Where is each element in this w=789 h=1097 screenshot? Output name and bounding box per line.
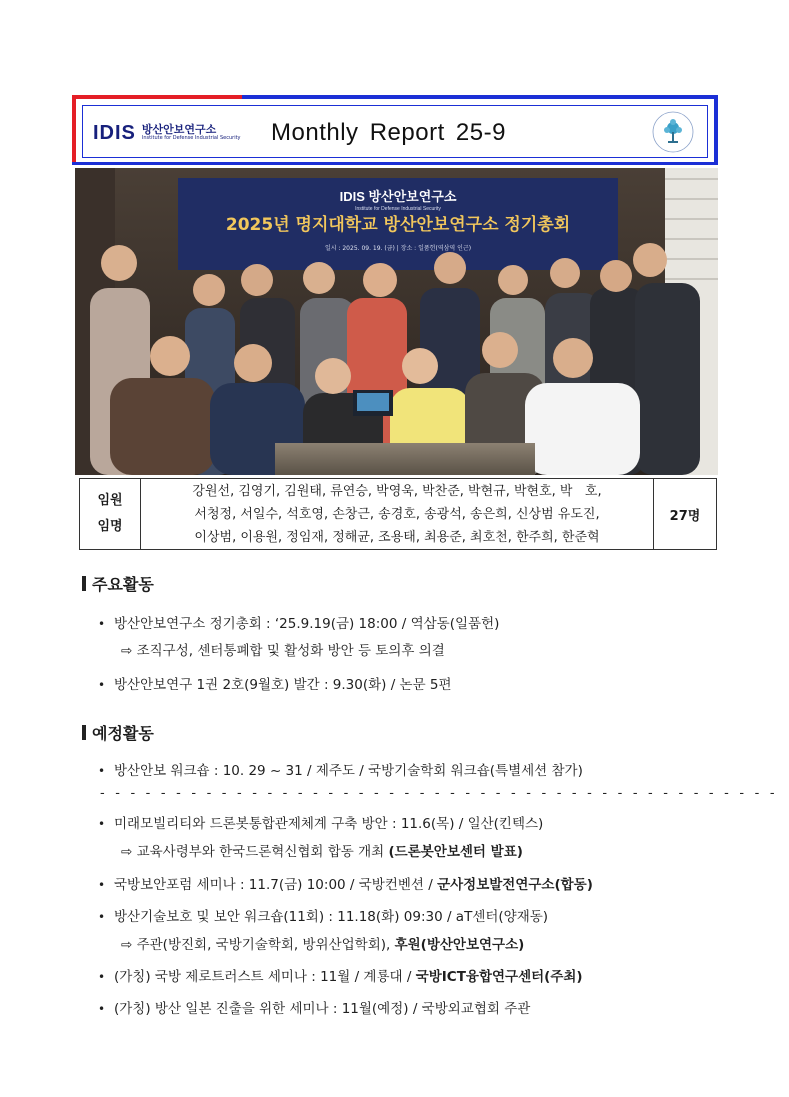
group-photo-illustration	[75, 168, 718, 475]
member-names-line2: 서청정, 서일수, 석호영, 손창근, 송경호, 송광석, 송은희, 신상범 유도진,	[194, 506, 600, 522]
bullet-icon: •	[98, 617, 106, 631]
planned-activity-item-1: • 방산안보 워크숍 : 10. 29 ~ 31 / 제주도 / 국방기술학회 워크숍(특별세션 참가)	[98, 763, 583, 779]
planned-activity-subitem-4: ⇨ 주관(방진회, 국방기술학회, 방위산업학회), 후원(방산안보연구소)	[121, 937, 525, 953]
logo-name-en: Institute for Defense Industrial Security	[141, 135, 241, 142]
member-names-line3: 이상범, 이용원, 정임재, 정해균, 조용태, 최용준, 최호천, 한주희, 한준혁	[194, 529, 600, 545]
report-title: Monthly Report 25-9	[271, 119, 506, 146]
banner-title: 2025년 명지대학교 방산안보연구소 정기총회	[225, 215, 571, 235]
planned-activities-heading	[82, 721, 154, 744]
main-activity-subitem-1: ⇨ 조직구성, 센터통폐합 및 활성화 방안 등 토의후 의결	[121, 643, 445, 659]
bullet-icon: •	[98, 678, 106, 692]
header-left-border	[72, 95, 76, 165]
group-photo	[75, 168, 718, 475]
bullet-icon: •	[98, 878, 106, 892]
member-names-line1: 강원선, 김영기, 김원태, 류연승, 박영욱, 박찬준, 박현규, 박현호, 박 호,	[192, 483, 602, 499]
banner-logo: IDIS 방산안보연구소	[339, 189, 457, 204]
university-emblem-icon	[651, 110, 695, 154]
header-blue-bar	[242, 95, 718, 99]
bullet-icon: •	[98, 910, 106, 924]
section-bar-icon	[82, 576, 86, 591]
logo-name-ko: 방산안보연구소	[141, 123, 217, 137]
planned-activity-item-6: • (가칭) 방산 일본 진출을 위한 세미나 : 11월(예정) / 국방외교협회 주관	[98, 1001, 531, 1017]
planned-activity-item-5: • (가칭) 국방 제로트러스트 세미나 : 11월 / 계룡대 / 국방ICT융합연구센터(주최)	[98, 969, 583, 985]
member-count-cell: 27명	[654, 479, 717, 550]
appointment-label-line2: 임명	[97, 519, 123, 534]
member-appointment-table	[79, 478, 717, 550]
appointment-label-cell	[80, 479, 141, 550]
planned-activity-item-4: • 방산기술보호 및 보안 워크숍(11회) : 11.18(화) 09:30 / aT센터(양재동)	[98, 909, 549, 925]
section-bar-icon	[82, 725, 86, 740]
member-names-cell	[141, 479, 654, 550]
planned-activities-title: 예정활동	[92, 724, 154, 743]
main-activity-item-1: • 방산안보연구소 정기총회 : ‘25.9.19(금) 18:00 / 역삼동(일품헌)	[98, 616, 500, 632]
appointment-label-line1: 임원	[97, 493, 123, 508]
idis-logo	[93, 118, 241, 148]
bullet-icon: •	[98, 764, 106, 778]
header-inner-frame	[82, 105, 708, 158]
header-bottom-border	[72, 162, 718, 165]
banner-subtitle: 일시 : 2025. 09. 19. (금) | 장소 : 일품헌(역삼역 인근)	[324, 245, 472, 252]
bullet-icon: •	[98, 970, 106, 984]
header-right-border	[714, 95, 718, 165]
logo-mark: IDIS	[93, 121, 136, 144]
bullet-icon: •	[98, 817, 106, 831]
planned-activity-item-2: • 미래모빌리티와 드론봇통합관제체계 구축 방안 : 11.6(목) / 일산(킨텍스)	[98, 816, 544, 832]
main-activities-title: 주요활동	[92, 575, 154, 594]
header-red-bar	[72, 95, 242, 99]
report-header	[72, 95, 718, 165]
planned-activity-subitem-2: ⇨ 교육사령부와 한국드론혁신협회 합동 개최 (드론봇안보센터 발표)	[121, 844, 523, 860]
planned-activity-item-3: • 국방보안포럼 세미나 : 11.7(금) 10:00 / 국방컨벤션 / 군사정보발전연구소(합동)	[98, 877, 593, 893]
banner-logo-en: Institute for Defense Industrial Security	[355, 206, 441, 212]
dashed-divider: - - - - - - - - - - - - - - - - - - - - - - - - - - - - - - - - - - - - - - - - - - - - -	[100, 786, 778, 801]
main-activities-heading	[82, 572, 154, 595]
main-activity-item-2: • 방산안보연구 1권 2호(9월호) 발간 : 9.30(화) / 논문 5편	[98, 677, 452, 693]
bullet-icon: •	[98, 1002, 106, 1016]
